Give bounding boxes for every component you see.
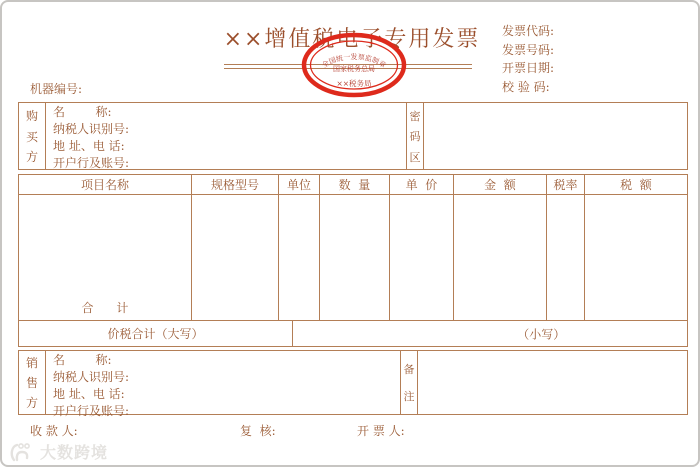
drawer-label: 开 票 人: xyxy=(357,424,405,438)
pwd-char-2: 码 xyxy=(409,130,421,143)
header-unit-price: 单 价 xyxy=(390,175,453,195)
page-title: ××增值税电子专用发票 xyxy=(223,27,481,52)
buyer-char-1: 购 xyxy=(25,108,38,123)
seller-char-3: 方 xyxy=(25,396,38,410)
header-amount: 金 额 xyxy=(454,175,546,195)
header-spec: 规格型号 xyxy=(192,175,278,195)
col-item-name xyxy=(19,175,192,320)
header-tax-rate: 税率 xyxy=(547,175,584,195)
buyer-taxid-label: 纳税人识别号: xyxy=(53,122,130,136)
watermark-text: 大数跨境 xyxy=(40,443,109,462)
pwd-char-3: 区 xyxy=(409,150,421,164)
buyer-name-label: 名 称: xyxy=(53,105,112,119)
small-amount-label: （小写） xyxy=(517,327,566,341)
items-table xyxy=(18,174,688,347)
grand-total-row xyxy=(19,320,687,346)
remarks-label xyxy=(401,351,418,414)
invoice-date-label: 开票日期: xyxy=(502,61,555,75)
col-spec xyxy=(192,175,279,320)
invoice-code-label: 发票代码: xyxy=(502,24,555,38)
machine-number-label: 机器编号: xyxy=(30,82,83,96)
col-unit-price xyxy=(390,175,454,320)
col-quantity xyxy=(320,175,390,320)
seller-address-label: 地 址、电 话: xyxy=(53,387,125,401)
remarks-char-1: 备 xyxy=(403,363,415,377)
buyer-fields xyxy=(46,103,407,169)
buyer-side-label xyxy=(19,103,46,169)
seller-section xyxy=(18,350,688,418)
watermark-logo-icon xyxy=(10,442,36,462)
invoice-meta-fields xyxy=(502,22,554,96)
col-tax-amount xyxy=(585,175,687,320)
seller-taxid-label: 纳税人识别号: xyxy=(53,370,130,384)
col-amount xyxy=(454,175,547,320)
header-quantity: 数 量 xyxy=(320,175,389,195)
stamp-arc-text: 全国统一发票监制章 xyxy=(320,53,388,70)
seller-side-label xyxy=(19,351,46,414)
seller-bank-label: 开户行及账号: xyxy=(53,404,130,418)
seller-name-label: 名 称: xyxy=(53,353,112,367)
password-area-blank xyxy=(424,103,687,169)
col-unit xyxy=(279,175,320,320)
buyer-section xyxy=(18,102,688,170)
buyer-char-2: 买 xyxy=(25,129,38,144)
buyer-bank-label: 开户行及账号: xyxy=(53,156,130,170)
buyer-char-3: 方 xyxy=(25,150,38,165)
header-item-name: 项目名称 xyxy=(19,175,191,195)
items-grid xyxy=(19,175,687,320)
watermark xyxy=(10,440,108,463)
remarks-char-2: 注 xyxy=(403,389,415,403)
grand-total-label: 价税合计（大写） xyxy=(19,321,293,346)
seller-char-2: 售 xyxy=(25,376,38,390)
check-code-label: 校 验 码: xyxy=(502,79,550,94)
stamp-bottom-text: ××税务局 xyxy=(336,79,372,88)
header-tax-amount: 税 额 xyxy=(585,175,687,195)
buyer-address-label: 地 址、电 话: xyxy=(53,139,125,153)
seller-char-1: 销 xyxy=(25,356,38,370)
reviewer-label: 复 核: xyxy=(240,424,276,438)
stamp-middle-text: 国家税务总局 xyxy=(333,65,375,73)
invoice-number-label: 发票号码: xyxy=(502,42,555,57)
pwd-char-1: 密 xyxy=(409,109,421,123)
grand-total-value-cell xyxy=(293,321,687,346)
payee-label: 收 款 人: xyxy=(30,424,78,438)
header-unit: 单位 xyxy=(279,175,319,195)
tax-bureau-stamp-icon xyxy=(299,28,409,102)
remarks-blank xyxy=(418,351,687,414)
password-area-label xyxy=(407,103,424,169)
col-tax-rate xyxy=(547,175,585,320)
seller-fields xyxy=(46,351,401,418)
total-row-label: 合 计 xyxy=(81,301,129,315)
